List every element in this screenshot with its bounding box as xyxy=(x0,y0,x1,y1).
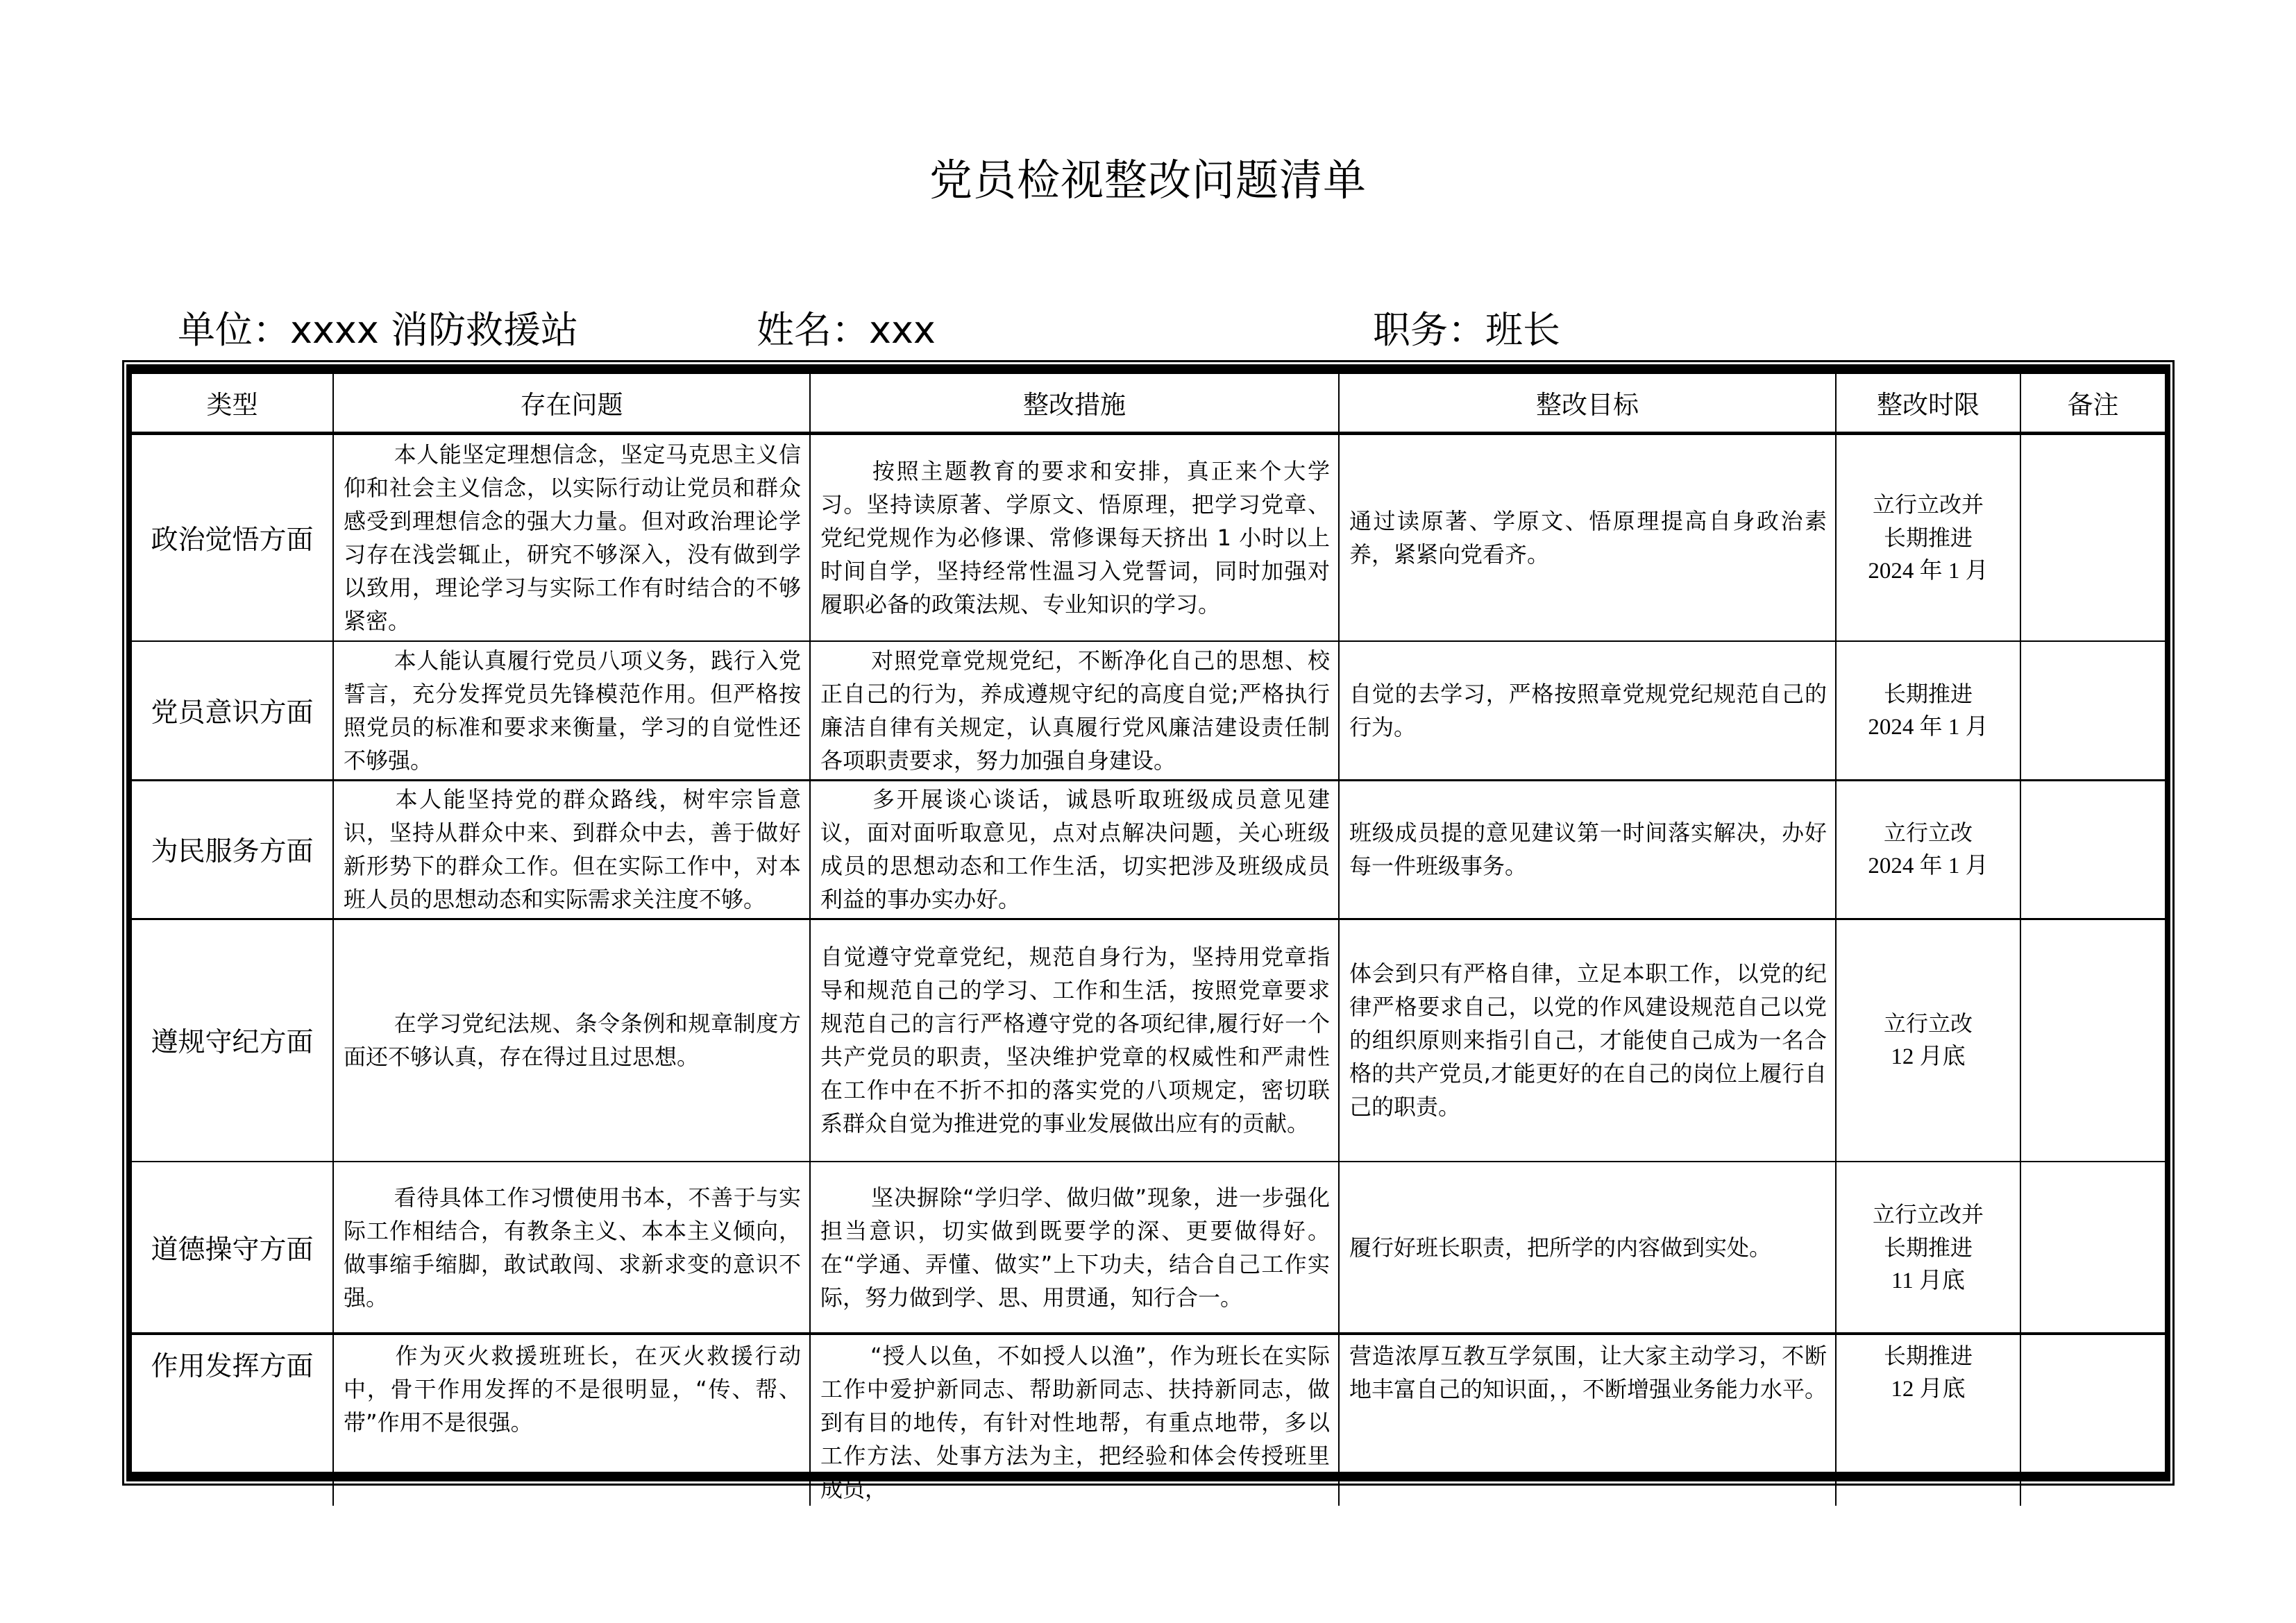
info-name xyxy=(757,304,936,357)
cell-deadline: 立行立改 12 月底 xyxy=(1836,919,2020,1162)
cell-type: 道德操守方面 xyxy=(132,1162,333,1334)
cell-measure: 按照主题教育的要求和安排，真正来个大学习。坚持读原著、学原文、悟原理，把学习党章、党纪党规作为必修课、常修课每天挤出 1 小时以上时间自学，坚持经常性温习入党誓词，同时加强对履职必备的政策法规、专业知识的学习。 xyxy=(810,433,1339,641)
cell-deadline: 长期推进 12 月底 xyxy=(1836,1334,2020,1506)
cell-goal: 自觉的去学习，严格按照章党规党纪规范自己的行为。 xyxy=(1339,641,1836,780)
table-row xyxy=(132,919,2165,1162)
unit-value: xxxx 消防救援站 xyxy=(290,308,578,352)
table-row xyxy=(132,1162,2165,1334)
cell-measure: 多开展谈心谈话，诚恳听取班级成员意见建议，面对面听取意见，点对点解决问题，关心班级成员的思想动态和工作生活，切实把涉及班级成员利益的事办实办好。 xyxy=(810,780,1339,919)
cell-deadline: 立行立改并 长期推进 2024 年 1 月 xyxy=(1836,433,2020,641)
cell-goal: 履行好班长职责，把所学的内容做到实处。 xyxy=(1339,1162,1836,1334)
issue-table-inner-border xyxy=(126,364,2170,1502)
post-label: 职务： xyxy=(1373,308,1485,352)
cell-type: 党员意识方面 xyxy=(132,641,333,780)
cell-problem: 在学习党纪法规、条令条例和规章制度方面还不够认真，存在得过且过思想。 xyxy=(333,919,810,1162)
cell-type: 政治觉悟方面 xyxy=(132,433,333,641)
header-goal: 整改目标 xyxy=(1339,374,1836,433)
cell-remark xyxy=(2020,1334,2165,1506)
cell-measure: “授人以鱼，不如授人以渔”，作为班长在实际工作中爱护新同志、帮助新同志、扶持新同志，做到有目的地传，有针对性地帮，有重点地带，多以工作方法、处事方法为主，把经验和体会传授班里成员， xyxy=(810,1334,1339,1506)
cell-remark xyxy=(2020,433,2165,641)
table-row xyxy=(132,433,2165,641)
issue-table xyxy=(132,374,2165,1506)
cell-problem: 看待具体工作习惯使用书本，不善于与实际工作相结合，有教条主义、本本主义倾向，做事缩手缩脚，敢试敢闯、求新求变的意识不强。 xyxy=(333,1162,810,1334)
table-row xyxy=(132,1334,2165,1506)
cell-goal: 体会到只有严格自律，立足本职工作，以党的纪律严格要求自己，以党的作风建设规范自己以党的组织原则来指引自己，才能使自己成为一名合格的共产党员,才能更好的在自己的岗位上履行自己的职责。 xyxy=(1339,919,1836,1162)
cell-type: 遵规守纪方面 xyxy=(132,919,333,1162)
header-type: 类型 xyxy=(132,374,333,433)
cell-type: 为民服务方面 xyxy=(132,780,333,919)
header-measure: 整改措施 xyxy=(810,374,1339,433)
cell-type: 作用发挥方面 xyxy=(132,1334,333,1506)
post-value: 班长 xyxy=(1485,308,1560,352)
cell-remark xyxy=(2020,641,2165,780)
cell-goal: 通过读原著、学原文、悟原理提高自身政治素养，紧紧向党看齐。 xyxy=(1339,433,1836,641)
info-post xyxy=(1373,304,1560,357)
cell-measure: 坚决摒除“学归学、做归做”现象，进一步强化担当意识，切实做到既要学的深、更要做得好。在“学通、弄懂、做实”上下功夫，结合自己工作实际，努力做到学、思、用贯通，知行合一。 xyxy=(810,1162,1339,1334)
table-header-row xyxy=(132,374,2165,433)
header-problem: 存在问题 xyxy=(333,374,810,433)
cell-remark xyxy=(2020,1162,2165,1334)
cell-problem: 作为灭火救援班班长，在灭火救援行动中，骨干作用发挥的不是很明显，“传、帮、带”作用不是很强。 xyxy=(333,1334,810,1506)
cell-problem: 本人能认真履行党员八项义务，践行入党誓言，充分发挥党员先锋模范作用。但严格按照党员的标准和要求来衡量，学习的自觉性还不够强。 xyxy=(333,641,810,780)
cell-deadline: 立行立改 2024 年 1 月 xyxy=(1836,780,2020,919)
name-value: xxx xyxy=(869,308,936,352)
header-deadline: 整改时限 xyxy=(1836,374,2020,433)
cell-problem: 本人能坚持党的群众路线，树牢宗旨意识，坚持从群众中来、到群众中去，善于做好新形势下的群众工作。但在实际工作中，对本班人员的思想动态和实际需求关注度不够。 xyxy=(333,780,810,919)
cell-goal: 营造浓厚互教互学氛围，让大家主动学习，不断地丰富自己的知识面，，不断增强业务能力水平。 xyxy=(1339,1334,1836,1506)
cell-deadline: 立行立改并 长期推进 11 月底 xyxy=(1836,1162,2020,1334)
cell-remark xyxy=(2020,780,2165,919)
issue-table-frame xyxy=(122,360,2175,1502)
cell-measure: 对照党章党规党纪，不断净化自己的思想、校正自己的行为，养成遵规守纪的高度自觉;严格执行廉洁自律有关规定，认真履行党风廉洁建设责任制各项职责要求，努力加强自身建设。 xyxy=(810,641,1339,780)
header-remark: 备注 xyxy=(2020,374,2165,433)
cell-goal: 班级成员提的意见建议第一时间落实解决，办好每一件班级事务。 xyxy=(1339,780,1836,919)
cell-remark xyxy=(2020,919,2165,1162)
info-unit xyxy=(178,304,578,357)
cell-deadline: 长期推进 2024 年 1 月 xyxy=(1836,641,2020,780)
cell-measure: 自觉遵守党章党纪，规范自身行为，坚持用党章指导和规范自己的学习、工作和生活，按照党章要求规范自己的言行严格遵守党的各项纪律,履行好一个共产党员的职责，坚决维护党章的权威性和严肃性在工作中在不折不扣的落实党的八项规定，密切联系群众自觉为推进党的事业发展做出应有的贡献。 xyxy=(810,919,1339,1162)
cell-problem: 本人能坚定理想信念，坚定马克思主义信仰和社会主义信念，以实际行动让党员和群众感受到理想信念的强大力量。但对政治理论学习存在浅尝辄止，研究不够深入，没有做到学以致用，理论学习与实际工作有时结合的不够紧密。 xyxy=(333,433,810,641)
document-title: 党员检视整改问题清单 xyxy=(929,155,1367,205)
name-label: 姓名： xyxy=(757,308,869,352)
table-row xyxy=(132,641,2165,780)
table-row xyxy=(132,780,2165,919)
unit-label: 单位： xyxy=(178,308,290,352)
